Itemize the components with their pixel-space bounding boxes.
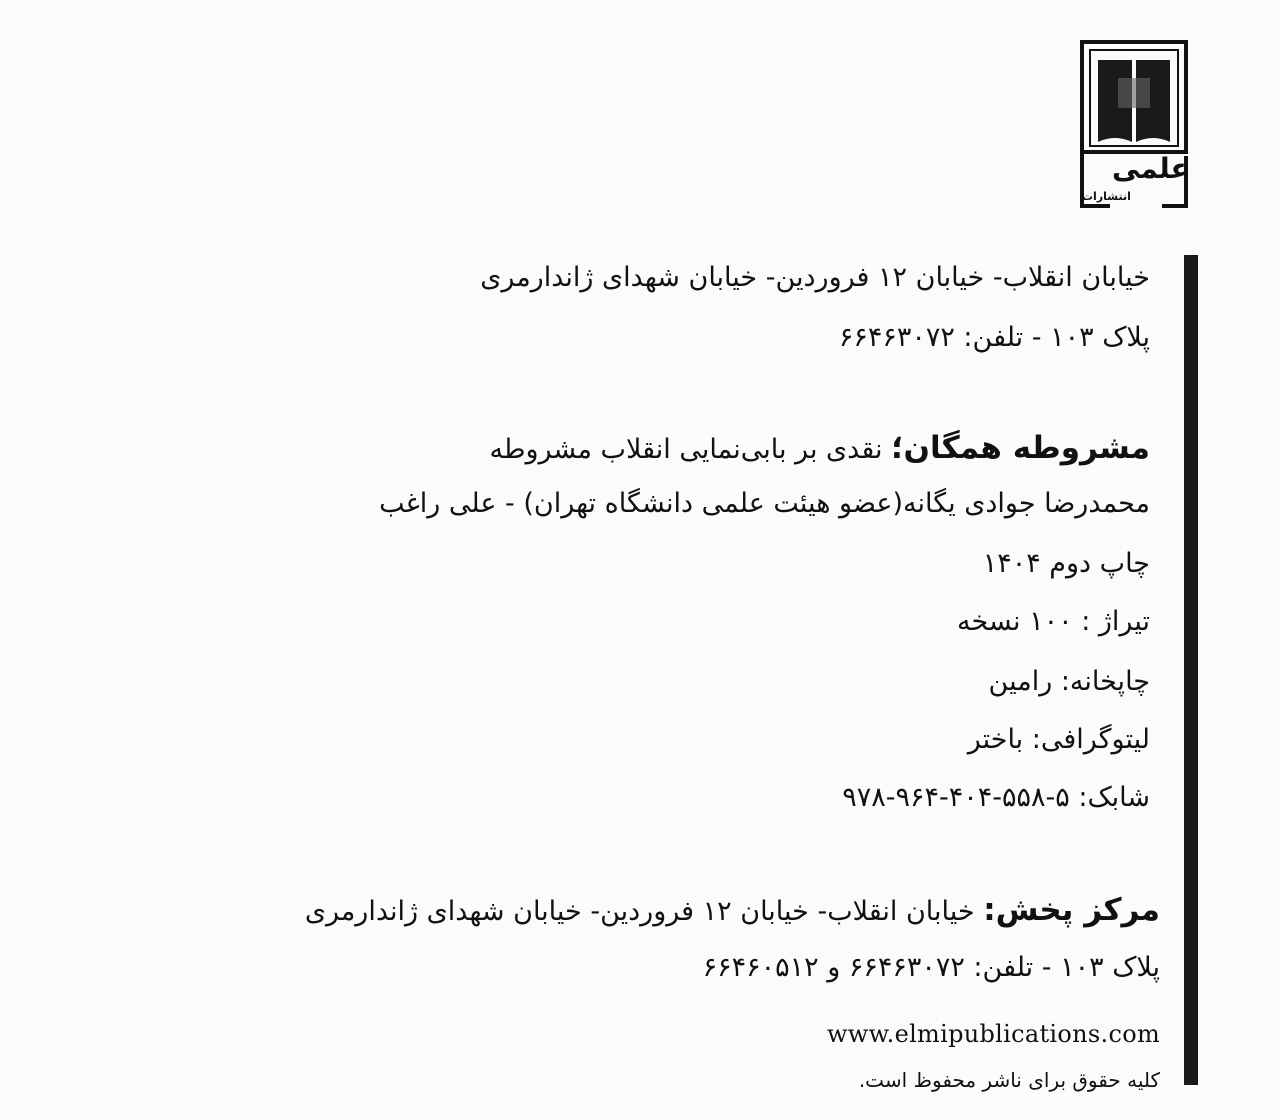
distribution-address-line [305,892,1160,929]
book-title: مشروطه همگان؛ [891,430,1150,466]
book-printer: چاپخانه: رامین [988,666,1150,697]
book-emblem-icon [1078,38,1190,214]
book-authors: محمدرضا جوادی یگانه(عضو هیئت علمی دانشگاه تهران) - علی راغب [379,488,1150,519]
book-subtitle: نقدی بر بابی‌نمایی انقلاب مشروطه [489,434,892,465]
publisher-logo [1078,38,1190,214]
book-lithography: لیتوگرافی: باختر [967,724,1150,755]
vertical-rule [1184,255,1198,1085]
logo-subtitle: انتشارات [1082,190,1131,203]
logo-name: علمی [1112,152,1190,185]
book-circulation: تیراژ : ۱۰۰ نسخه [957,606,1150,637]
publisher-address-line2: پلاک ۱۰۳ - تلفن: ۶۶۴۶۳۰۷۲ [838,322,1150,353]
book-isbn: شابک: ۵-۵۵۸-۴۰۴-۹۶۴-۹۷۸ [842,782,1150,813]
distribution-phone-line: پلاک ۱۰۳ - تلفن: ۶۶۴۶۳۰۷۲ و ۶۶۴۶۰۵۱۲ [702,952,1160,983]
copyright-notice: کلیه حقوق برای ناشر محفوظ است. [858,1068,1160,1092]
book-title-line [490,430,1150,467]
distribution-label: مرکز پخش: [983,892,1160,928]
book-edition: چاپ دوم ۱۴۰۴ [982,548,1150,579]
website-link[interactable]: www.elmipublications.com [826,1020,1160,1048]
publisher-address-line1: خیابان انقلاب- خیابان ۱۲ فروردین- خیابان شهدای ژاندارمری [480,262,1150,293]
distribution-address: خیابان انقلاب- خیابان ۱۲ فروردین- خیابان شهدای ژاندارمری [304,896,984,927]
